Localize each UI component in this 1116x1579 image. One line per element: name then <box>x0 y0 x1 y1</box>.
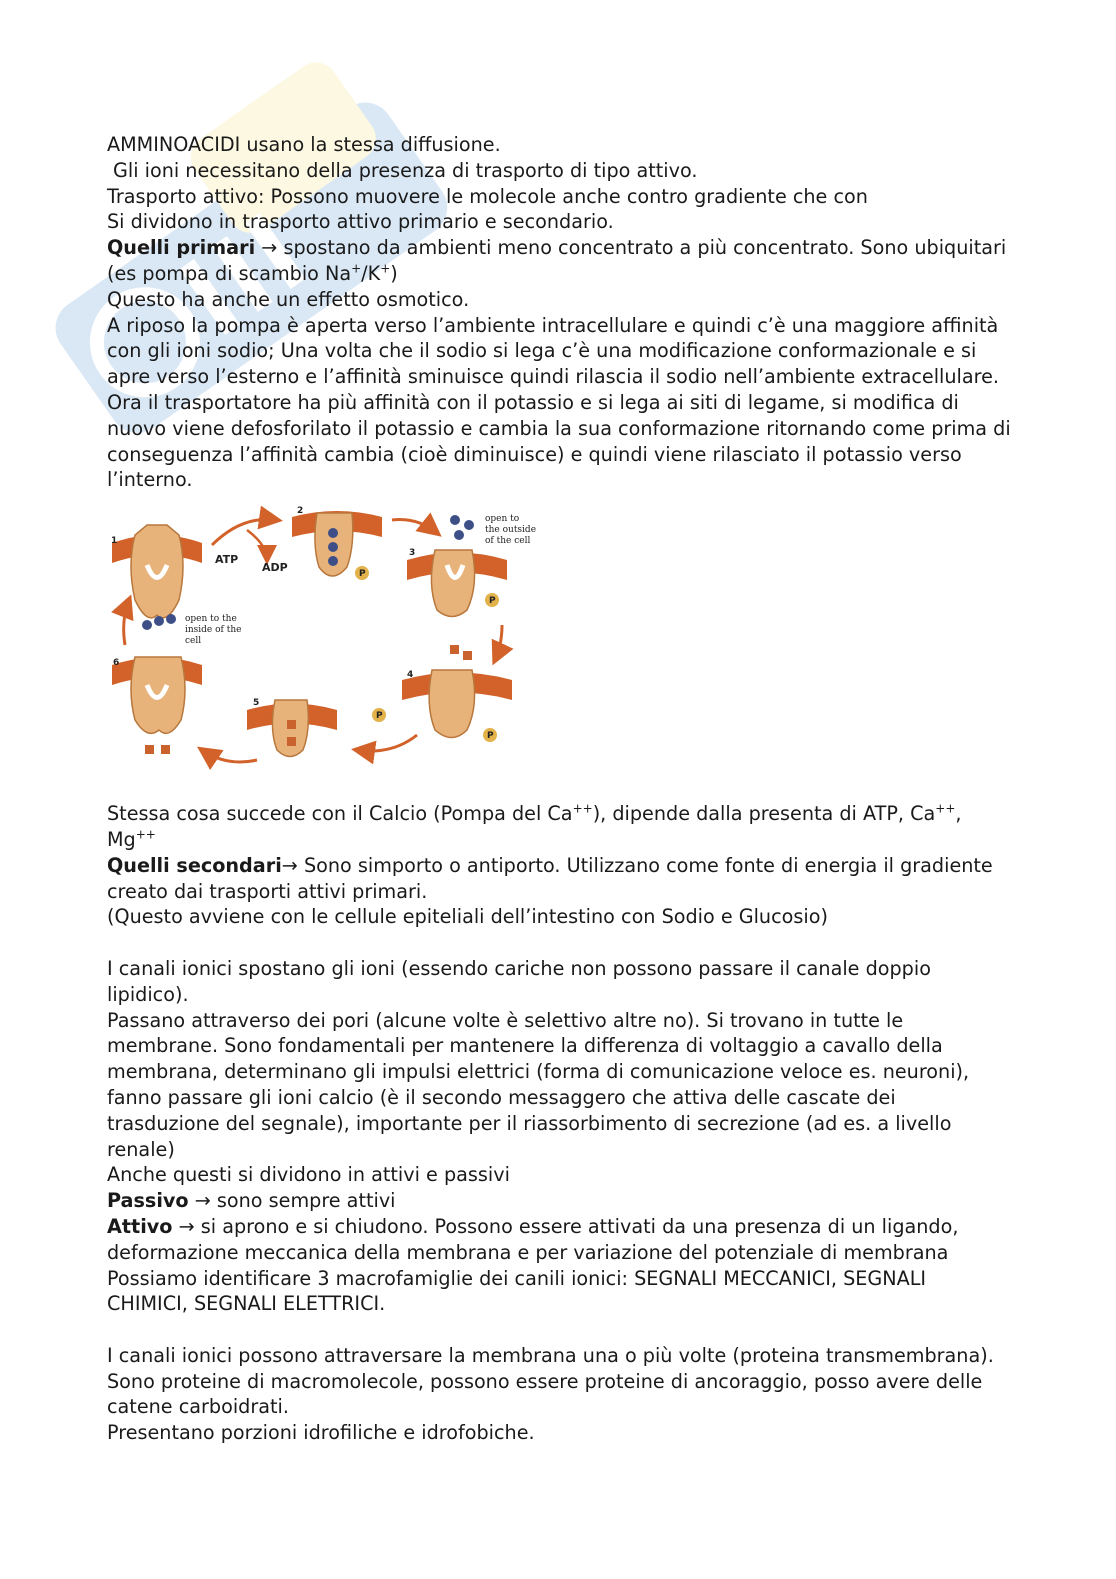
pump-stage-1 <box>111 525 241 646</box>
term-attivo: Attivo <box>107 1214 173 1238</box>
svg-text:2: 2 <box>297 506 304 517</box>
svg-text:4: 4 <box>407 670 414 681</box>
arrow-3-4 <box>495 625 502 660</box>
pump-stage-6 <box>112 657 202 754</box>
svg-text:3: 3 <box>409 548 416 559</box>
svg-text:cell: cell <box>185 636 202 647</box>
paragraph-passivo: Passivo → sono sempre attivi <box>107 1189 396 1213</box>
line-osmotico: Questo ha anche un effetto osmotico. <box>107 287 470 311</box>
svg-text:6: 6 <box>113 658 120 669</box>
pump-stage-5 <box>247 698 337 757</box>
arrow-icon: → <box>261 236 278 260</box>
term-primari: Quelli primari <box>107 236 256 260</box>
paragraph-primari: Quelli primari → spostano da ambienti meno concentrato a più concentrato. Sono ubiquitari (es pompa di scambio Na+/K+) <box>107 236 1007 285</box>
term-secondari: Quelli secondari <box>107 853 282 877</box>
document-body <box>107 132 1012 1446</box>
line-si-dividono: Si dividono in trasporto attivo primario e secondario. <box>107 210 614 234</box>
svg-text:P: P <box>489 596 496 607</box>
arrow-1-2 <box>212 519 277 545</box>
arrow-2-3 <box>392 520 437 533</box>
arrow-icon: → <box>194 1189 211 1213</box>
paragraph-secondari: Quelli secondari→ Sono simporto o antiporto. Utilizzano come fonte di energia il gradiente creato dai trasporti attivi primari. <box>107 853 993 903</box>
paragraph-pori: Passano attraverso dei pori (alcune volte è selettivo altre no). Si trovano in tutte le membrane. Sono fondamentali per mantenere la differenza di voltaggio a cavallo della membrana, determinano gli impulsi elettrici (forma di comunicazione veloce es. neuroni), fanno passare gli ioni calcio (è il secondo messaggero che attiva delle cascate dei trasduzione del segnale), importante per il riassorbimento di secrezione (ad es. a livello renale) <box>107 1008 970 1161</box>
svg-text:open to: open to <box>485 514 520 525</box>
svg-text:1: 1 <box>111 536 118 547</box>
line-attivi-passivi: Anche questi si dividono in attivi e passivi <box>107 1163 510 1187</box>
line-amminoacidi: AMMINOACIDI usano la stessa diffusione. <box>107 133 501 156</box>
svg-text:ADP: ADP <box>262 561 288 575</box>
sodium-potassium-pump-diagram <box>107 505 547 790</box>
svg-text:inside of the: inside of the <box>185 625 242 636</box>
svg-text:of the cell: of the cell <box>485 536 531 547</box>
paragraph-canali-ionici: I canali ionici spostano gli ioni (essendo cariche non possono passare il canale doppio lipidico). <box>107 956 931 1006</box>
svg-text:the outside: the outside <box>485 525 537 536</box>
arrow-6-1 <box>124 600 129 645</box>
paragraph-transmembrana: I canali ionici possono attraversare la membrana una o più volte (proteina transmembrana). Sono proteine di macromolecole, possono essere proteine di ancoraggio, posso avere delle catene carboidrati. <box>107 1343 994 1419</box>
line-trasporto-attivo: Trasporto attivo: Possono muovere le molecole anche contro gradiente che con <box>107 184 868 208</box>
svg-text:5: 5 <box>253 698 260 709</box>
svg-text:ATP: ATP <box>215 553 239 567</box>
line-intestino: (Questo avviene con le cellule epiteliali dell’intestino con Sodio e Glucosio) <box>107 905 828 929</box>
svg-text:P: P <box>487 731 494 742</box>
arrow-icon: → <box>281 853 298 877</box>
svg-text:open to the: open to the <box>185 614 237 625</box>
term-passivo: Passivo <box>107 1189 189 1213</box>
paragraph-calcio: Stessa cosa succede con il Calcio (Pompa del Ca++), dipende dalla presenta di ATP, Ca++, Mg++ <box>107 801 962 851</box>
svg-text:P: P <box>376 711 383 722</box>
arrow-icon: → <box>178 1214 195 1238</box>
paragraph-attivo: Attivo → si aprono e si chiudono. Possono essere attivati da una presenza di un ligando, deformazione meccanica della membrana e per variazione del potenziale di membrana <box>107 1214 959 1264</box>
figure-container <box>107 505 1012 795</box>
line-idrofiliche: Presentano porzioni idrofiliche e idrofobiche. <box>107 1421 535 1445</box>
svg-text:P: P <box>359 569 366 580</box>
paragraph-macrofamiglie: Possiamo identificare 3 macrofamiglie dei canili ionici: SEGNALI MECCANICI, SEGNALI CHIMICI, SEGNALI ELETTRICI. <box>107 1266 927 1316</box>
arrow-5-6 <box>202 750 257 762</box>
line-ioni: Gli ioni necessitano della presenza di trasporto di tipo attivo. <box>113 158 698 182</box>
pump-stage-3 <box>407 514 536 617</box>
pump-stage-2 <box>292 506 382 580</box>
arrow-4-5 <box>357 735 417 751</box>
paragraph-pompa: A riposo la pompa è aperta verso l’ambiente intracellulare e quindi c’è una maggiore affinità con gli ioni sodio; Una volta che il sodio si lega c’è una modificazione conformazionale e si apre verso l’esterno e l’affinità sminuisce quindi rilascia il sodio nell’ambiente extracellulare. Ora il trasportatore ha più affinità con il potassio e si lega ai siti di legame, si modifica di nuovo viene defosforilato il potassio e cambia la sua conformazione ritornando come prima di conseguenza l’affinità cambia (cioè diminuisce) e quindi viene rilasciato il potassio verso l’interno. <box>107 313 1011 492</box>
